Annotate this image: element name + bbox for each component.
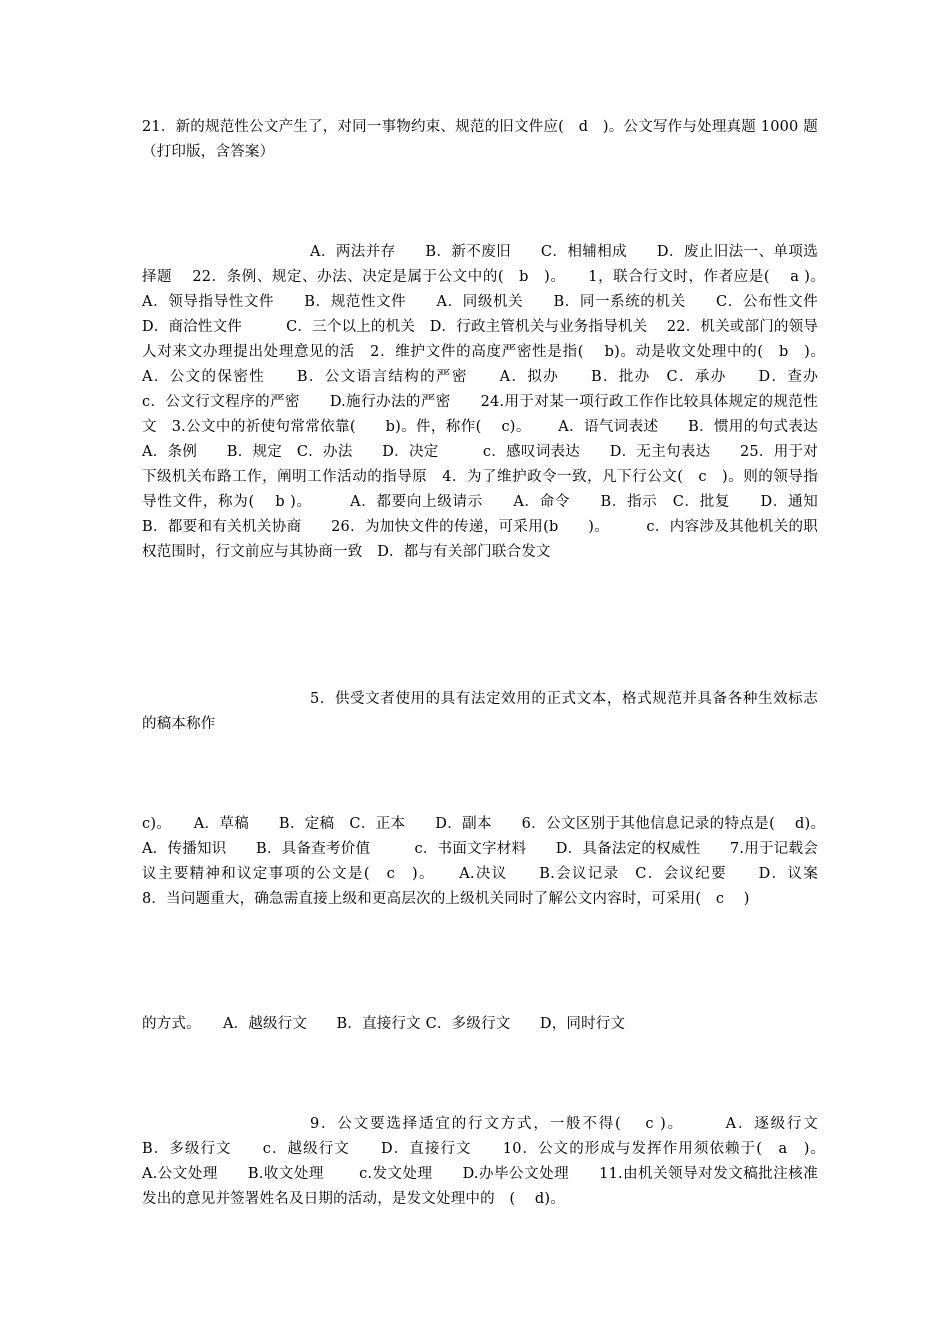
question-5-stem-paragraph: 5．供受文者使用的具有法定效用的正式文本，格式规范并具备各种生效标志的稿本称作: [142, 691, 818, 732]
questions-9-11-paragraph: 9．公文要选择适宜的行文方式，一般不得( c )。 A．逐级行文 B．多级行文 c．越级行文 D．直接行文 10．公文的形成与发挥作用须依赖于( a )。 A.公文处理 B.收文处理 c.发文处理 D.办毕公文处理 11.由机关领导对发文稿批注核准发出的意见并签署姓名及日期的活动，是发文处理中的 ( d)。: [142, 1116, 848, 1207]
questions-5-8-options-paragraph: c)。 A．草稿 B．定稿 C．正本 D．副本 6．公文区别于其他信息记录的特点是( d)。 A．传播知识 B．具备查考价值 c．书面文字材料 D．具备法定的权威性 7.用于记载会议主要精神和议定事项的公文是( c )。 A.决议 B.会议记录 C．会议纪要 D．议案 8．当问题重大，确急需直接上级和更高层次的上级机关同时了解公文内容时，可采用( c ): [142, 816, 848, 907]
question-21-paragraph: 21．新的规范性公文产生了，对同一事物约束、规范的旧文件应( d )。公文写作与处理真题 1000 题（打印版，含答案）: [142, 119, 818, 160]
questions-22-26-paragraph: A．两法并存 B．新不废旧 C．相辅相成 D．废止旧法一、单项选择题 22．条例、规定、办法、决定是属于公文中的( b )。 1，联合行文时，作者应是( a )。 A．领导指导性文件 B．规范性文件 A．同级机关 B．同一系统的机关 C．公布性文件 D．商洽性文件 C．三个以上的机关 D．行政主管机关与业务指导机关 22．机关或部门的领导人对来文办理提出处理意见的活 2．维护文件的高度严密性是指( b)。动是收文处理中的( b )。 A．公文的保密性 B．公文语言结构的严密 A．拟办 B．批办 C．承办 D．查办 c．公文行文程序的严密 D.施行办法的严密 24.用于对某一项行政工作作比较具体规定的规范性文 3.公文中的祈使句常常依靠( b)。件，称作( c)。 A．语气词表述 B．惯用的句式表达 A．条例 B．规定 C．办法 D．决定 c．感叹词表达 D．无主句表达 25．用于对下级机关布路工作，阐明工作活动的指导原 4．为了维护政令一致，凡下行公文( c )。则的领导指导性文件，称为( b )。 A．都要向上级请示 A．命令 B．指示 C．批复 D．通知 B．都要和有关机关协商 26．为加快文件的传递，可采用(b )。 c．内容涉及其他机关的职权范围时，行文前应与其协商一致 D．都与有关部门联合发文: [142, 244, 853, 560]
question-8-options-paragraph: 的方式。 A．越级行文 B．直接行文 C．多级行文 D，同时行文: [142, 1016, 626, 1032]
